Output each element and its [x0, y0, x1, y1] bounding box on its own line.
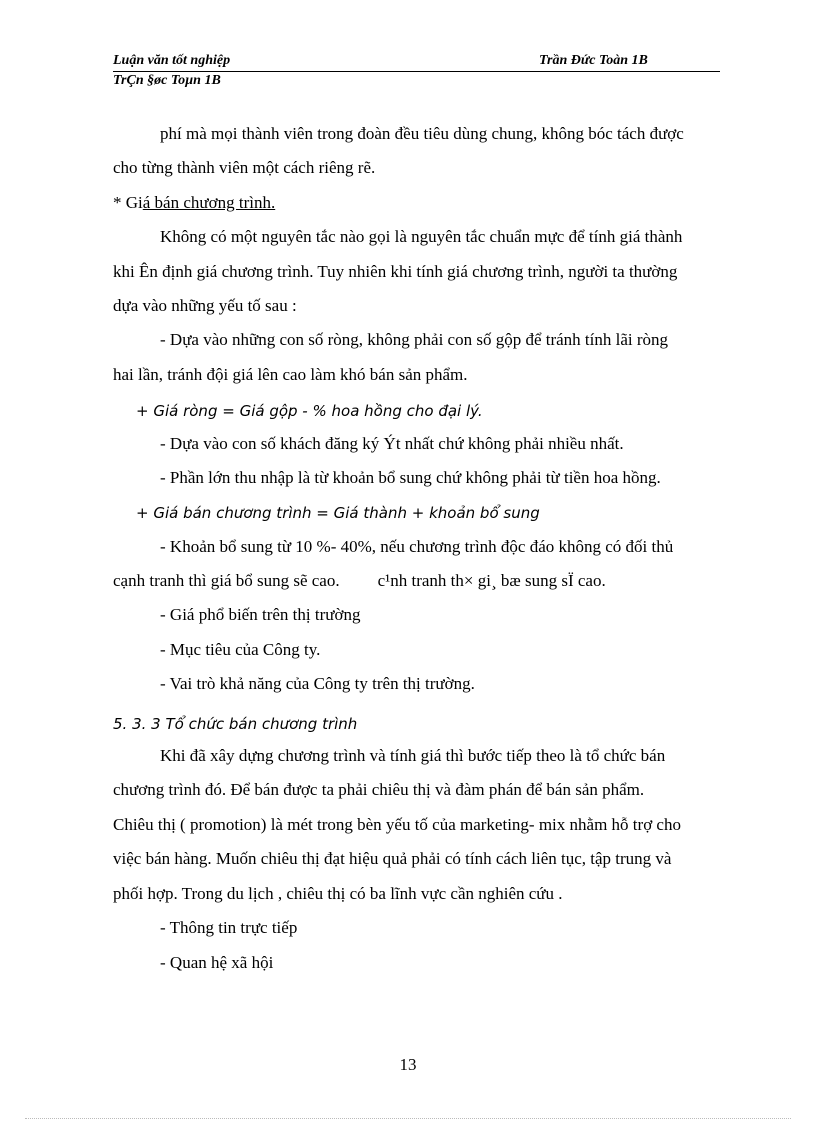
section-heading: 5. 3. 3 Tổ chức bán chương trình — [113, 715, 358, 733]
text-line: - Dựa vào con số khách đăng ký Ýt nhất chứ không phải nhiều nhất. — [160, 434, 624, 453]
text-line: - Phần lớn thu nhập là từ khoản bổ sung chứ không phải từ tiền hoa hồng. — [160, 468, 661, 487]
header-author: Trần Đức Toàn 1B — [539, 53, 648, 68]
text-line: phối hợp. Trong du lịch , chiêu thị có ba lĩnh vực cần nghiên cứu . — [113, 884, 563, 903]
text-part-garbled: c¹nh tranh th× gi¸ bæ sung sÏ cao. — [377, 571, 606, 590]
text-line: Không có một nguyên tắc nào gọi là nguyên tắc chuẩn mực để tính giá thành — [160, 227, 683, 246]
text-line: cho từng thành viên một cách riêng rẽ. — [113, 158, 376, 177]
text-line: - Khoản bổ sung từ 10 %- 40%, nếu chương trình độc đáo không có đối thủ — [160, 537, 674, 556]
text-line: khi Ên định giá chương trình. Tuy nhiên khi tính giá chương trình, người ta thường — [113, 262, 678, 281]
text-line: - Dựa vào những con số ròng, không phải con số gộp để tránh tính lãi ròng — [160, 330, 669, 349]
text-line: việc bán hàng. Muốn chiêu thị đạt hiệu quả phải có tính cách liên tục, tập trung và — [113, 849, 672, 868]
section-heading — [113, 193, 275, 213]
text-line: phí mà mọi thành viên trong đoàn đều tiêu dùng chung, không bóc tách được — [160, 124, 684, 143]
header-subtitle: TrÇn §øc Toµn 1B — [113, 73, 221, 88]
text-line — [113, 571, 606, 591]
text-line: chương trình đó. Để bán được ta phải chiêu thị và đàm phán để bán sản phẩm. — [113, 780, 645, 799]
heading-part: * Gi — [113, 193, 143, 212]
text-line: dựa vào những yếu tố sau : — [113, 296, 297, 315]
formula-line: + Giá bán chương trình = Giá thành + khoản bổ sung — [136, 504, 540, 522]
text-line: Chiêu thị ( promotion) là mét trong bèn yếu tố của marketing- mix nhằm hỗ trợ cho — [113, 815, 681, 834]
text-line: Khi đã xây dựng chương trình và tính giá thì bước tiếp theo là tổ chức bán — [160, 746, 666, 765]
header-title: Luận văn tốt nghiệp — [113, 53, 231, 68]
list-item: - Mục tiêu của Công ty. — [160, 640, 321, 659]
page-bottom-divider — [25, 1118, 791, 1119]
page-header — [113, 53, 720, 72]
list-item: - Giá phổ biến trên thị trường — [160, 605, 361, 624]
list-item: - Thông tin trực tiếp — [160, 918, 298, 937]
formula-line: + Giá ròng = Giá gộp - % hoa hồng cho đại lý. — [136, 402, 483, 420]
list-item: - Quan hệ xã hội — [160, 953, 274, 972]
heading-underlined: á bán chương trình. — [142, 193, 276, 212]
text-part: cạnh tranh thì giá bổ sung sẽ cao. — [113, 571, 340, 590]
list-item: - Vai trò khả năng của Công ty trên thị trường. — [160, 674, 475, 693]
page-number: 13 — [399, 1055, 417, 1074]
text-line: hai lần, tránh đội giá lên cao làm khó bán sản phẩm. — [113, 365, 468, 384]
